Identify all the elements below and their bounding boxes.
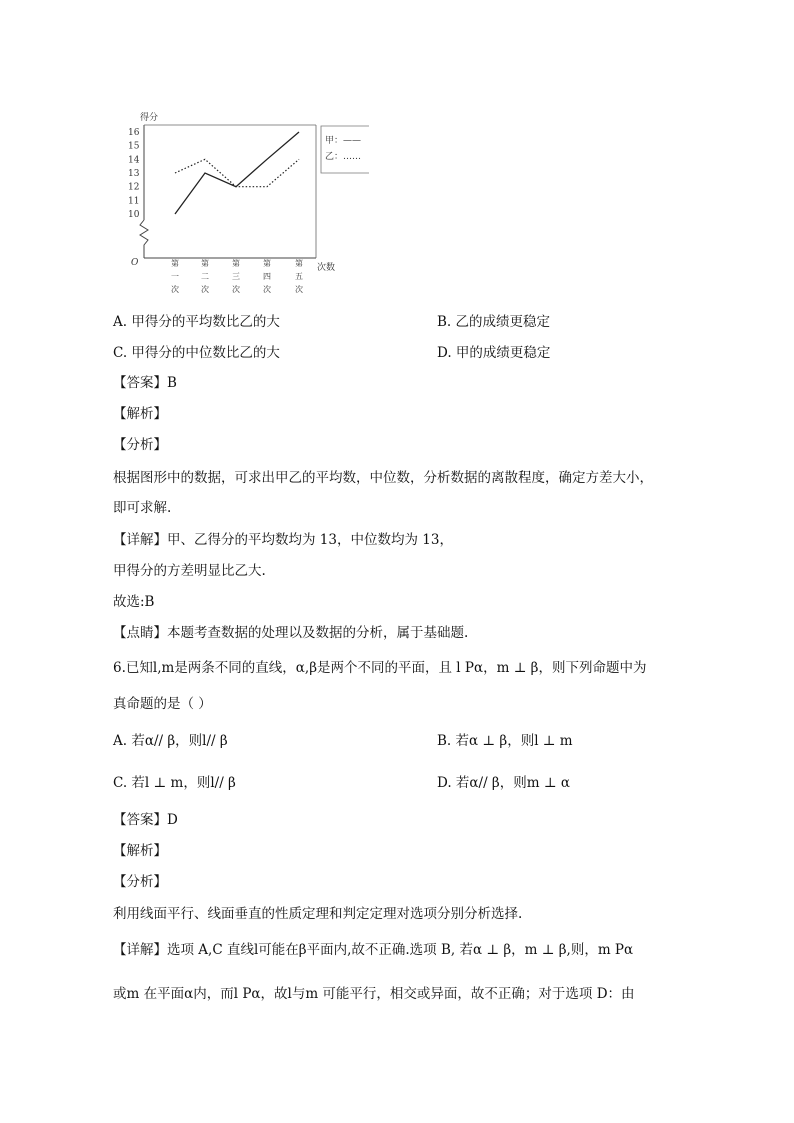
q6-fenxi-line-1: 利用线面平行、线面垂直的性质定理和判定定理对选项分别分析选择. <box>113 906 523 922</box>
q5-option-a: A. 甲得分的平均数比乙的大 <box>113 314 280 330</box>
x-tick-char: 一 <box>171 272 179 281</box>
x-axis-label: 次数 <box>317 263 336 273</box>
series-line-yi <box>175 159 299 186</box>
x-tick-char: 第 <box>201 259 209 268</box>
y-axis-label: 得分 <box>140 113 159 123</box>
q5-fenxi-heading: 【分析】 <box>113 437 167 453</box>
y-tick-label: 10 <box>128 210 140 220</box>
q6-option-d: D. 若α// β，则m ⊥ α <box>437 775 570 791</box>
q6-analysis-heading: 【解析】 <box>113 843 167 859</box>
q6-stem-line-1: 6.已知l,m是两条不同的直线，α,β是两个不同的平面，且 l Pα，m ⊥ β，则下列命题中为 <box>113 660 647 676</box>
y-tick-label: 16 <box>128 128 140 138</box>
x-tick-char: 三 <box>232 272 240 281</box>
y-tick-label: 13 <box>128 169 140 179</box>
q6-answer: 【答案】D <box>113 812 178 828</box>
x-tick-char: 次 <box>201 285 209 294</box>
x-tick-label <box>295 258 303 294</box>
x-tick-label <box>232 258 240 294</box>
x-tick-char: 次 <box>295 285 303 294</box>
q6-detail-line-2: 或m 在平面α内，而l Pα，故l与m 可能平行，相交或异面，故不正确；对于选项 D：由 <box>113 986 635 1002</box>
q6-fenxi-heading: 【分析】 <box>113 874 167 890</box>
x-tick-char: 次 <box>263 285 271 294</box>
y-tick-label: 15 <box>128 141 140 152</box>
q6-option-a: A. 若α// β，则l// β <box>113 733 228 749</box>
x-tick-char: 第 <box>263 259 271 268</box>
q5-fenxi-line-1: 根据图形中的数据，可求出甲乙的平均数，中位数，分析数据的离散程度，确定方差大小， <box>113 470 653 486</box>
y-tick-label: 11 <box>128 196 140 207</box>
q5-choose: 故选:B <box>113 594 155 610</box>
x-tick-label <box>201 258 209 294</box>
legend <box>321 126 369 173</box>
x-tick-char: 四 <box>263 272 271 281</box>
x-tick-char: 二 <box>201 272 209 281</box>
q5-detail-line-1: 【详解】甲、乙得分的平均数均为 13，中位数均为 13， <box>113 532 453 548</box>
x-tick-char: 次 <box>171 285 179 294</box>
origin-label: O <box>131 258 139 268</box>
x-tick-char: 次 <box>232 285 240 294</box>
q5-option-d: D. 甲的成绩更稳定 <box>437 345 551 361</box>
q5-answer: 【答案】B <box>113 375 177 391</box>
q5-option-c: C. 甲得分的中位数比乙的大 <box>113 345 280 361</box>
q5-detail-line-2: 甲得分的方差明显比乙大. <box>113 563 266 579</box>
q6-option-c: C. 若l ⊥ m，则l// β <box>113 775 236 791</box>
q5-analysis-heading: 【解析】 <box>113 406 167 422</box>
x-tick-char: 第 <box>295 259 303 268</box>
y-axis-break <box>140 220 148 258</box>
legend-entry-jia: 甲：—— <box>325 136 362 146</box>
x-tick-label <box>263 258 271 294</box>
x-tick-char: 第 <box>232 259 240 268</box>
legend-frame <box>321 126 369 173</box>
x-tick-label <box>171 258 179 294</box>
legend-entry-yi: 乙：…… <box>325 152 362 162</box>
q6-stem-line-2: 真命题的是（ ） <box>113 696 212 712</box>
q6-option-b: B. 若α ⊥ β，则l ⊥ m <box>437 733 573 749</box>
series-line-jia <box>175 132 299 214</box>
score-line-chart <box>118 108 378 298</box>
y-tick-label: 12 <box>128 182 140 193</box>
q6-detail-line-1: 【详解】选项 A,C 直线l可能在β平面内,故不正确.选项 B, 若α ⊥ β，m ⊥ β,则，m Pα <box>113 942 634 958</box>
y-tick-label: 14 <box>128 155 140 166</box>
q5-fenxi-line-2: 即可求解. <box>113 500 172 516</box>
x-tick-char: 第 <box>171 259 179 268</box>
x-tick-char: 五 <box>295 272 303 281</box>
q5-comment: 【点睛】本题考查数据的处理以及数据的分析，属于基础题. <box>113 625 469 641</box>
q5-option-b: B. 乙的成绩更稳定 <box>437 314 551 330</box>
